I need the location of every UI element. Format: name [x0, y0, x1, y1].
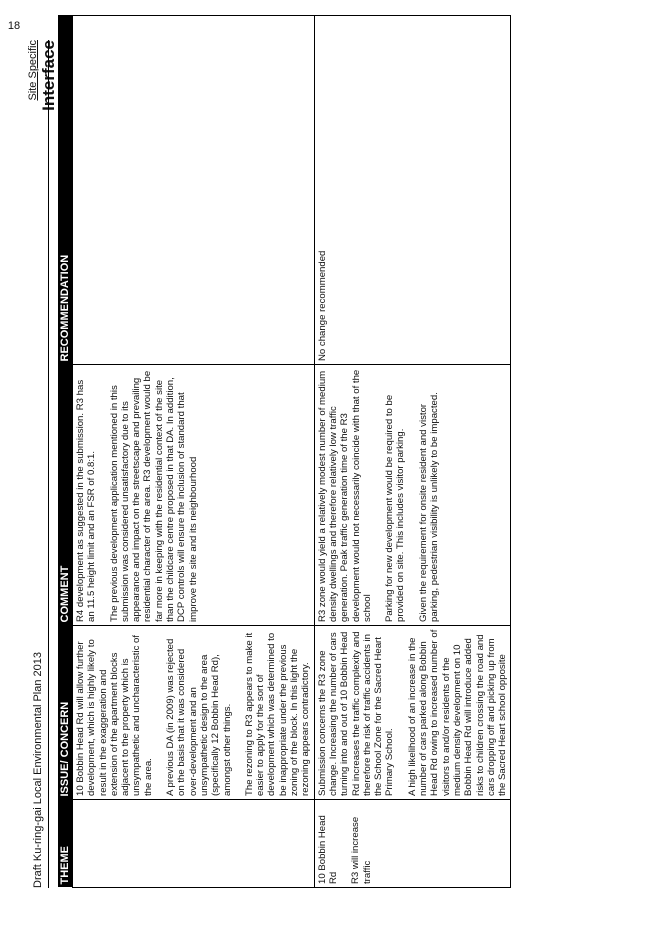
theme-paragraph: R3 will increase traffic: [350, 816, 373, 884]
issue-paragraph: The rezoning to R3 appears to make it easier to apply for the sort of development which was determined to be inappropriate under the previous zoning of the block. In this light the rezoning appears contradictory.: [243, 632, 312, 796]
theme-paragraph: 10 Bobbin Head Rd: [316, 815, 339, 884]
theme-cell: [314, 800, 511, 888]
document-title: Draft Ku-ring-gai Local Environmental Plan 2013: [32, 651, 44, 888]
column-header-recommendation: RECOMMENDATION: [58, 16, 73, 365]
comment-cell: [314, 365, 511, 626]
issue-paragraph: Submission concerns the R3 zone change. Increasing the number of cars turning into and out of 10 Bobbin Head Rd increases the traffic complexity and therefore the risk of traffic accidents in the School Zone for the Sacred Heart Primary School.: [316, 631, 396, 796]
issue-paragraph: 10 Bobbin Head Rd will allow further development, which is highly likely to result in the exaggeration and extension of the apartment blocks adjacent to the property which is unsympathetic and uncharacteristic of the area.: [75, 634, 154, 796]
column-header-issue: ISSUE/ CONCERN: [58, 626, 73, 800]
page-number: 18: [7, 20, 21, 33]
section-subtitle: Site Specific: [27, 40, 39, 101]
header-rule: [48, 40, 49, 888]
section-title: Interface: [38, 40, 58, 111]
column-header-comment: COMMENT: [58, 365, 73, 626]
comment-paragraph: Parking for new development would be required to be provided on site. This includes visitor parking.: [384, 394, 407, 622]
comment-paragraph: The previous development application mentioned in this submission was considered unsatisfactory due to its appearance and impact on the streetscape and prevailing residential character of the area. R3 development would be far more in keeping with the residential context of the site than the childcare centre proposed in that DA. In addition, DCP controls will ensure the inclusion of standard that improve the site and its neighbourhood: [108, 370, 199, 622]
table-row: [314, 16, 511, 888]
issue-cell: [314, 626, 511, 800]
issue-cell: [73, 626, 315, 800]
table-row: [73, 16, 315, 888]
comment-paragraph: R3 zone would yield a relatively modest number of medium density dwellings and therefore relatively low traffic generation. Peak traffic generation time of the R3 development would not necessarily coincide with that of the school: [316, 369, 373, 622]
comment-paragraph: R4 development as suggested in the submission. R3 has an 11.5 height limit and an FSR of 0.8:1.: [75, 379, 98, 622]
recommendation-cell: [314, 16, 511, 365]
comment-cell: [73, 365, 315, 626]
submission-table: [58, 15, 511, 888]
issue-paragraph: A high likelihood of an increase in the number of cars parked along Bobbin Head Rd owing to increased number of visitors to and/or residents of the medium density development on 10 Bobbin Head Rd will introduce added risks to children crossing the road and cars dropping off and picking up from the Sacred Heart school opposite: [406, 629, 509, 796]
table-header-row: [58, 16, 73, 888]
recommendation-cell: [73, 16, 315, 365]
recommendation-paragraph: No change recommended: [316, 250, 328, 361]
comment-paragraph: Given the requirement for onsite resident and vistor parking, pedestrian visibility is unlikely to be impacted.: [417, 392, 441, 622]
issue-paragraph: A previous DA (in 2009) was rejected on the basis that it was considered over-development and an unsympathetic design to the area (specifically 12 Bobbin Head Rd), amongst other things.: [165, 638, 233, 796]
column-header-theme: THEME: [58, 800, 73, 888]
theme-cell: [73, 800, 315, 888]
section-heading: [28, 40, 57, 111]
